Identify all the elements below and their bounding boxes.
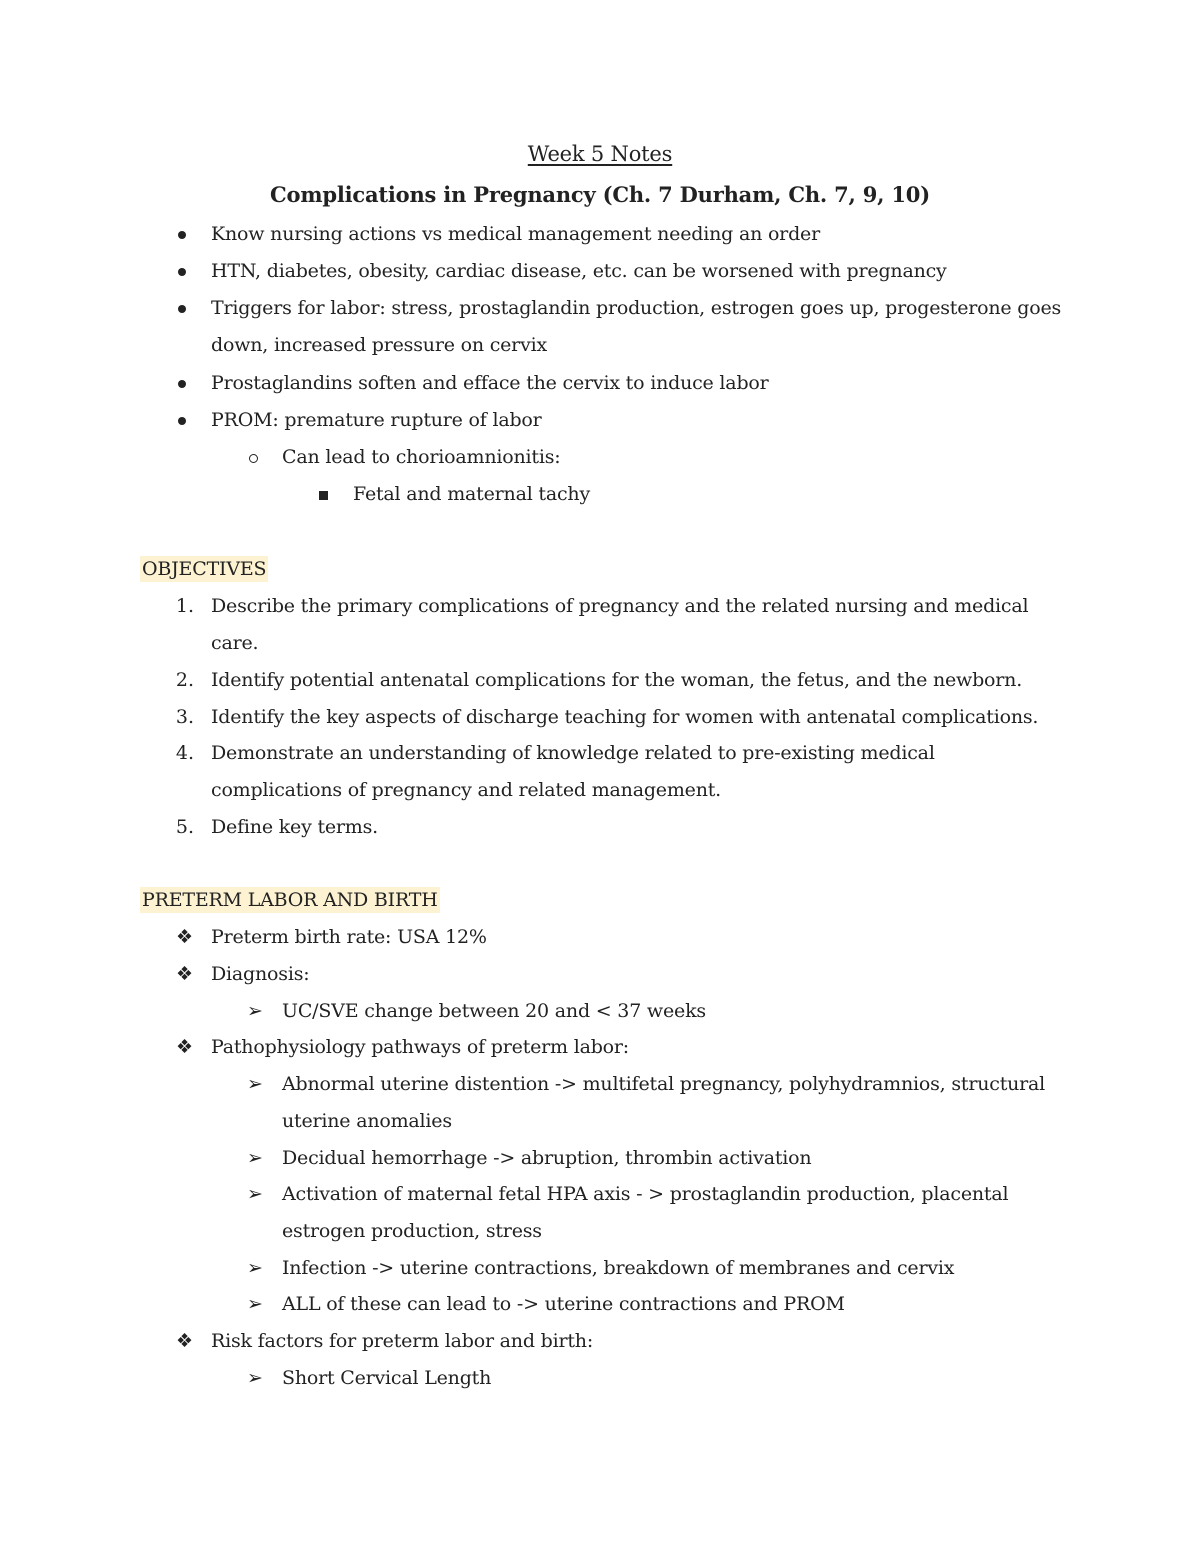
pathway-2: Decidual hemorrhage -> abruption, thrombin activation — [282, 1147, 812, 1169]
arrow-bullet-icon: ➢ — [247, 1367, 263, 1389]
diamond-bullet-icon: ❖ — [176, 1330, 194, 1352]
intro-bullet-2: HTN, diabetes, obesity, cardiac disease, etc. can be worsened with pregnancy — [211, 260, 947, 282]
list-number: 2. — [175, 669, 194, 691]
preterm-bullet-1: Preterm birth rate: USA 12% — [211, 926, 487, 948]
bullet-ring-icon — [249, 454, 258, 463]
pathway-3-line-1: Activation of maternal fetal HPA axis - > prostaglandin production, placental — [282, 1183, 1009, 1205]
bullet-square-icon — [319, 491, 328, 500]
arrow-bullet-icon: ➢ — [247, 1000, 263, 1022]
preterm-heading: PRETERM LABOR AND BIRTH — [142, 889, 438, 911]
pathway-5: ALL of these can lead to -> uterine contractions and PROM — [282, 1293, 845, 1315]
objective-4-line-1: Demonstrate an understanding of knowledge related to pre-existing medical — [211, 742, 935, 764]
preterm-diagnosis-sub: UC/SVE change between 20 and < 37 weeks — [282, 1000, 706, 1022]
objective-5: Define key terms. — [211, 816, 379, 838]
bullet-dot-icon — [178, 305, 186, 313]
objective-4-line-2: complications of pregnancy and related management. — [211, 779, 722, 801]
objective-1-line-2: care. — [211, 632, 259, 654]
page-subtitle: Complications in Pregnancy (Ch. 7 Durham, Ch. 7, 9, 10) — [270, 182, 930, 207]
bullet-dot-icon — [178, 231, 186, 239]
intro-bullet-4: Prostaglandins soften and efface the cervix to induce labor — [211, 372, 769, 394]
arrow-bullet-icon: ➢ — [247, 1183, 263, 1205]
risk-factor-1: Short Cervical Length — [282, 1367, 492, 1389]
pathway-3-line-2: estrogen production, stress — [282, 1220, 542, 1242]
intro-bullet-5: PROM: premature rupture of labor — [211, 409, 542, 431]
intro-sub-bullet: Can lead to chorioamnionitis: — [282, 446, 561, 468]
preterm-bullet-3: Pathophysiology pathways of preterm labor: — [211, 1036, 630, 1058]
objective-1-line-1: Describe the primary complications of pregnancy and the related nursing and medical — [211, 595, 1029, 617]
list-number: 1. — [175, 595, 194, 617]
preterm-bullet-4: Risk factors for preterm labor and birth: — [211, 1330, 594, 1352]
bullet-dot-icon — [178, 268, 186, 276]
diamond-bullet-icon: ❖ — [176, 1036, 194, 1058]
intro-bullet-3-line-1: Triggers for labor: stress, prostaglandin production, estrogen goes up, progesterone goes — [211, 297, 1062, 319]
arrow-bullet-icon: ➢ — [247, 1147, 263, 1169]
list-number: 5. — [175, 816, 194, 838]
intro-sub-sub-bullet: Fetal and maternal tachy — [353, 483, 590, 505]
list-number: 3. — [175, 706, 194, 728]
pathway-1-line-1: Abnormal uterine distention -> multifetal pregnancy, polyhydramnios, structural — [282, 1073, 1046, 1095]
arrow-bullet-icon: ➢ — [247, 1257, 263, 1279]
arrow-bullet-icon: ➢ — [247, 1073, 263, 1095]
diamond-bullet-icon: ❖ — [176, 926, 194, 948]
objective-3: Identify the key aspects of discharge teaching for women with antenatal complications. — [211, 706, 1039, 728]
preterm-bullet-2: Diagnosis: — [211, 963, 310, 985]
objectives-heading: OBJECTIVES — [142, 558, 267, 580]
arrow-bullet-icon: ➢ — [247, 1293, 263, 1315]
pathway-1-line-2: uterine anomalies — [282, 1110, 452, 1132]
bullet-dot-icon — [178, 417, 186, 425]
bullet-dot-icon — [178, 380, 186, 388]
diamond-bullet-icon: ❖ — [176, 963, 194, 985]
intro-bullet-1: Know nursing actions vs medical management needing an order — [211, 223, 820, 245]
pathway-4: Infection -> uterine contractions, breakdown of membranes and cervix — [282, 1257, 955, 1279]
intro-bullet-3-line-2: down, increased pressure on cervix — [211, 334, 547, 356]
objective-2: Identify potential antenatal complications for the woman, the fetus, and the newborn. — [211, 669, 1023, 691]
list-number: 4. — [175, 742, 194, 764]
page-title: Week 5 Notes — [527, 142, 673, 166]
